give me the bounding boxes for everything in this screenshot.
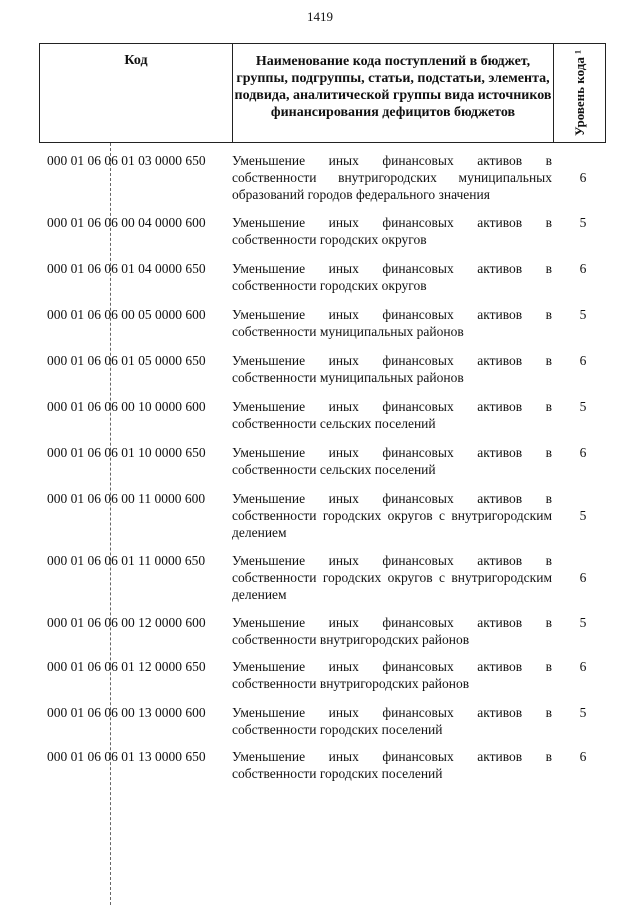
header-level	[554, 44, 606, 142]
row-code: 000 01 06 06 00 04 0000 600	[47, 215, 206, 230]
row-name: Уменьшение иных финансовых активов в собственности муниципальных районов	[232, 353, 552, 385]
row-level: 5	[579, 615, 587, 630]
page-number: 1419	[307, 9, 333, 24]
row-name: Уменьшение иных финансовых активов в собственности городских поселений	[232, 749, 552, 781]
row-code: 000 01 06 06 00 13 0000 600	[47, 705, 206, 720]
table-row	[0, 152, 640, 214]
table-row	[0, 552, 640, 614]
row-level: 6	[579, 749, 587, 764]
row-name: Уменьшение иных финансовых активов в собственности городских поселений	[232, 705, 552, 737]
row-level: 5	[579, 399, 587, 414]
header-name: Наименование кода поступлений в бюджет, группы, подгруппы, статьи, подстатьи, элемента, подвида, аналитической группы вида источников финансирования дефицитов бюджетов	[233, 44, 554, 142]
row-level: 6	[579, 445, 587, 460]
row-name: Уменьшение иных финансовых активов в собственности городских округов с внутригородским делением	[232, 491, 552, 540]
row-code: 000 01 06 06 00 12 0000 600	[47, 615, 206, 630]
row-level: 5	[579, 705, 587, 720]
row-code: 000 01 06 06 01 13 0000 650	[47, 749, 206, 764]
row-code: 000 01 06 06 00 05 0000 600	[47, 307, 206, 322]
row-code: 000 01 06 06 01 12 0000 650	[47, 659, 206, 674]
row-level: 5	[579, 307, 587, 322]
row-code: 000 01 06 06 01 11 0000 650	[47, 553, 206, 568]
row-name: Уменьшение иных финансовых активов в собственности внутригородских муниципальных образований городов федерального значения	[232, 153, 552, 202]
row-level: 6	[579, 570, 587, 585]
row-code: 000 01 06 06 01 05 0000 650	[47, 353, 206, 368]
table-row	[0, 748, 640, 810]
row-code: 000 01 06 06 01 03 0000 650	[47, 153, 206, 168]
row-level: 6	[579, 170, 587, 185]
header-level-label: Уровень кода ¹	[572, 50, 587, 136]
row-name: Уменьшение иных финансовых активов в собственности муниципальных районов	[232, 307, 552, 339]
row-level: 6	[579, 353, 587, 368]
header-code: Код	[40, 44, 233, 142]
row-level: 5	[579, 508, 587, 523]
row-code: 000 01 06 06 01 04 0000 650	[47, 261, 206, 276]
row-code: 000 01 06 06 01 10 0000 650	[47, 445, 206, 460]
row-level: 5	[579, 215, 587, 230]
row-name: Уменьшение иных финансовых активов в собственности внутригородских районов	[232, 615, 552, 647]
row-code: 000 01 06 06 00 10 0000 600	[47, 399, 206, 414]
row-level: 6	[579, 261, 587, 276]
row-name: Уменьшение иных финансовых активов в собственности городских округов	[232, 261, 552, 293]
row-name: Уменьшение иных финансовых активов в собственности сельских поселений	[232, 399, 552, 431]
table-row	[0, 490, 640, 552]
row-name: Уменьшение иных финансовых активов в собственности городских округов	[232, 215, 552, 247]
row-code: 000 01 06 06 00 11 0000 600	[47, 491, 206, 506]
row-name: Уменьшение иных финансовых активов в собственности внутригородских районов	[232, 659, 552, 691]
row-name: Уменьшение иных финансовых активов в собственности городских округов с внутригородским делением	[232, 553, 552, 602]
table-header	[39, 43, 606, 143]
row-name: Уменьшение иных финансовых активов в собственности сельских поселений	[232, 445, 552, 477]
row-level: 6	[579, 659, 587, 674]
